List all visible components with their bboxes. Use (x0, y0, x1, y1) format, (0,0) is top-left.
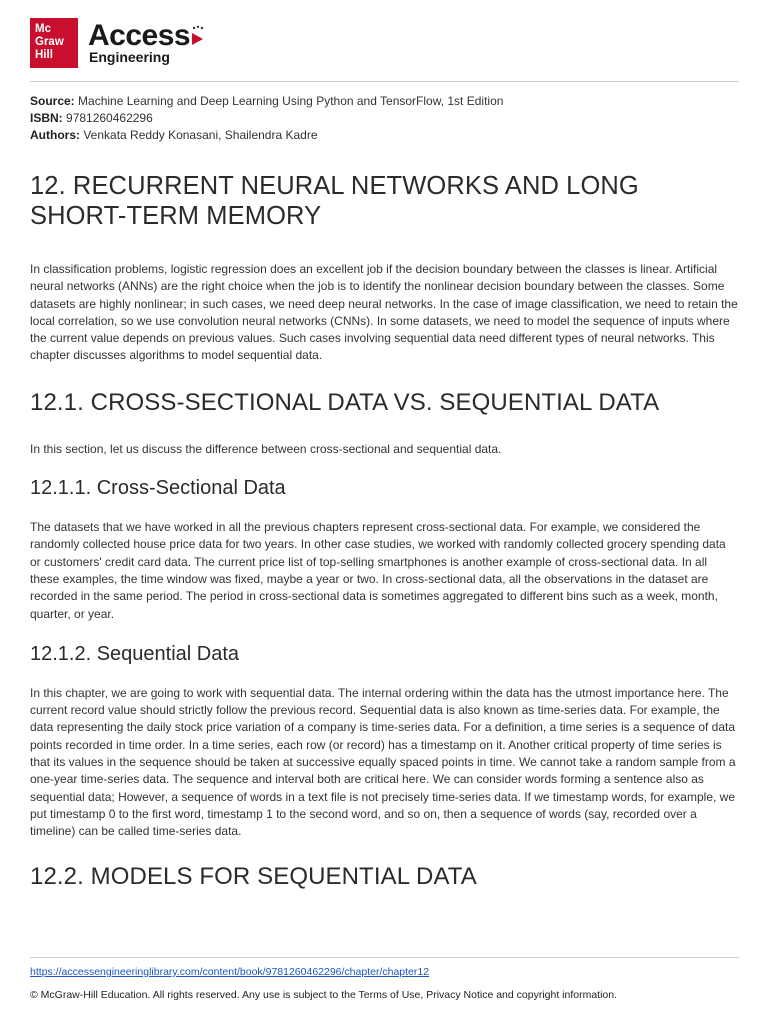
page-header (30, 18, 740, 68)
source-value: Machine Learning and Deep Learning Using Python and TensorFlow, 1st Edition (78, 94, 504, 108)
brand-arrow-icon (191, 25, 205, 51)
authors-value: Venkata Reddy Konasani, Shailendra Kadre (83, 128, 318, 142)
logo-line-3: Hill (35, 49, 53, 61)
logo-line-1: Mc (35, 23, 51, 35)
source-line (30, 93, 738, 110)
chapter-title: 12. RECURRENT NEURAL NETWORKS AND LONG SHORT-TERM MEMORY (30, 172, 639, 230)
section-12-1-paragraph: In this section, let us discuss the difference between cross-sectional and sequential data. (30, 441, 502, 456)
logo-line-2: Graw (35, 36, 64, 48)
access-engineering-logo[interactable] (88, 21, 205, 65)
isbn-value: 9781260462296 (66, 111, 153, 125)
section-12-1-2-title: 12.1.2. Sequential Data (30, 642, 240, 665)
document-body (30, 93, 738, 892)
chapter-url-link[interactable]: https://accessengineeringlibrary.com/content/book/9781260462296/chapter/chapter12 (30, 966, 430, 978)
section-12-1-1-title: 12.1.1. Cross-Sectional Data (30, 477, 286, 500)
authors-label: Authors: (30, 128, 80, 142)
isbn-line (30, 110, 738, 127)
section-12-1-title: 12.1. CROSS-SECTIONAL DATA VS. SEQUENTIAL DATA (30, 388, 660, 416)
brand-sub-text: Engineering (89, 49, 170, 65)
authors-line (30, 127, 738, 144)
isbn-label: ISBN: (30, 111, 63, 125)
section-12-2-title: 12.2. MODELS FOR SEQUENTIAL DATA (30, 862, 477, 890)
copyright-notice: © McGraw-Hill Education. All rights reserved. Any use is subject to the Terms of Use, Privacy Notice and copyright information. (30, 989, 618, 1001)
header-divider (30, 81, 739, 82)
intro-paragraph: In classification problems, logistic regression does an excellent job if the decision boundary between the classes is linear. Artificial neural networks (ANNs) are the right choice when the job is to identify the nonlinear decision boundary between the classes. Some datasets are highly nonlinear; in such cases, we need deep neural networks. In the case of image classification, we need to retain the local correlation, so we use convolution neural networks (CNNs). In some datasets, we need to model the sequence of inputs where the current value depends on previous values. Such cases involving sequential data need different types of neural networks. This chapter discusses algorithms to model sequential data. (30, 262, 738, 363)
footer-divider (30, 957, 739, 958)
mcgraw-hill-logo[interactable] (30, 18, 78, 68)
source-label: Source: (30, 94, 75, 108)
section-12-1-2-paragraph: In this chapter, we are going to work with sequential data. The internal ordering within the data has the utmost importance here. The current record value should strictly follow the previous record. Sequential data is also known as time-series data. For example, the data representing the daily stock price variation of a company is time-series data. For a definition, a time series is a sequence of data points recorded in time order. In a time series, each row (or record) has a timestamp on it. Another critical property of time series is that its values in the sequence should be taken at successive equally spaced points in time. We cannot take a random sample from a one-year time-series data. The sequence and interval both are critical here. We can consider words forming a sentence also as sequential data; However, a sequence of words in a text file is not precisely time-series data. If we timestamp words, for example, we put timestamp 0 to the first word, timestamp 1 to the second word, and so on, then a sequence of words (say, recorded over a timeline) can be called time-series data. (30, 685, 736, 839)
section-12-1-1-paragraph: The datasets that we have worked in all the previous chapters represent cross-sectional data. For example, we considered the randomly collected house price data for two years. In other case studies, we worked with randomly collected grocery spending data or customers' credit card data. The current price list of top-selling smartphones is another example of cross-sectional data. In all these examples, the time window was fixed, maybe a year or two. In cross-sectional data, all the observations in the dataset are recorded in the same period. The period in cross-sectional data is sometimes aggregated to different bins such as a week, month, quarter, or year. (30, 520, 726, 621)
brand-main-text: Access (88, 19, 191, 52)
